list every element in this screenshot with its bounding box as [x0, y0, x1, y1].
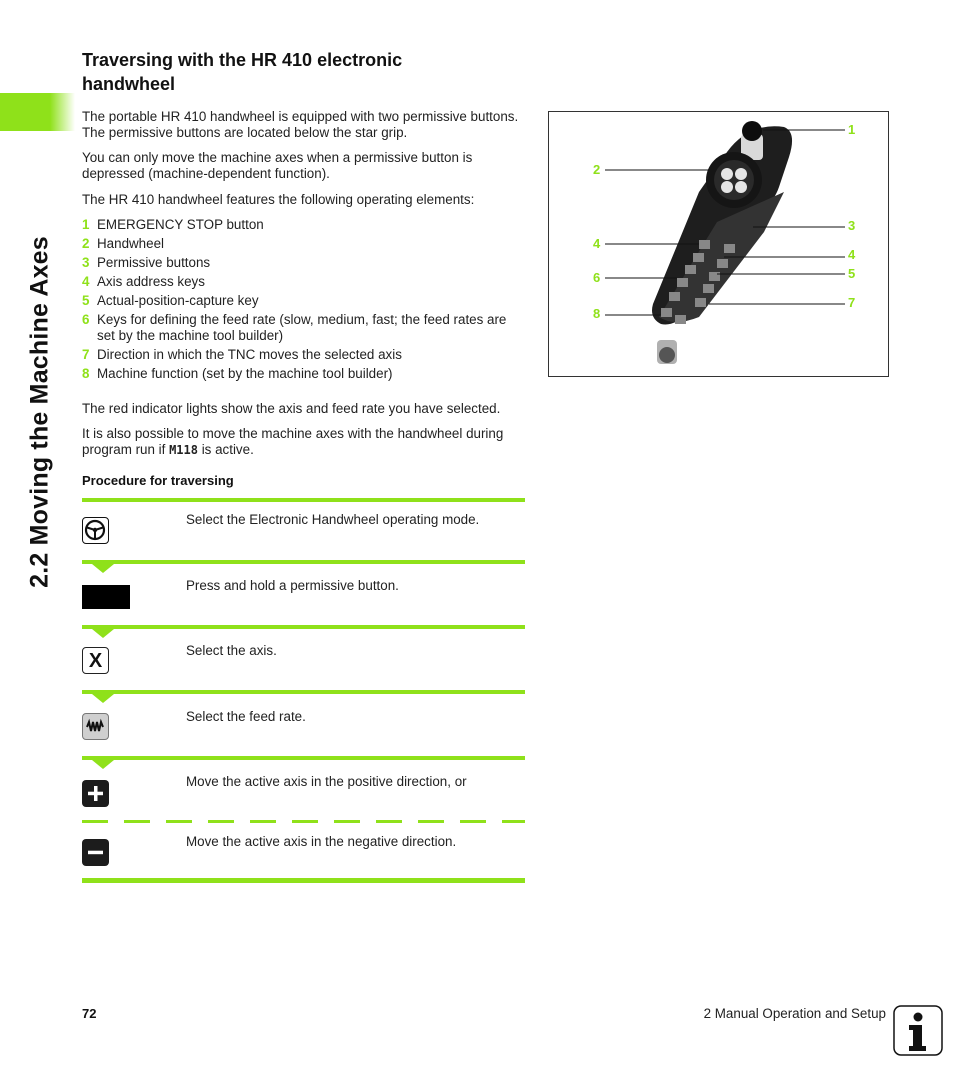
list-item-text: Axis address keys	[97, 274, 205, 289]
list-item	[82, 293, 527, 309]
list-item	[82, 347, 527, 363]
permissive-button-icon	[82, 585, 130, 609]
program-run-note	[82, 426, 527, 458]
procedure-heading: Procedure for traversing	[82, 473, 234, 488]
chapter-title: 2 Manual Operation and Setup	[703, 1006, 886, 1021]
list-item-text: EMERGENCY STOP button	[97, 217, 264, 232]
plus-key	[82, 780, 109, 807]
list-item	[82, 255, 527, 271]
page-number: 72	[82, 1006, 97, 1021]
step-arrow	[92, 629, 114, 638]
callout-4-right: 4	[848, 247, 856, 262]
program-run-note-text: It is also possible to move the machine axes with the handwheel during program run if	[82, 426, 504, 457]
callout-2: 2	[593, 162, 601, 177]
handwheel-mode-icon	[82, 517, 109, 544]
step-arrow	[92, 564, 114, 573]
step-text: Select the Electronic Handwheel operating mode.	[186, 512, 480, 527]
callout-4-left: 4	[593, 236, 601, 251]
minus-key	[82, 839, 109, 866]
callout-7: 7	[848, 295, 856, 310]
step-divider	[82, 690, 525, 694]
page-title: Traversing with the HR 410 electronic handwheel	[82, 50, 403, 94]
list-item	[82, 312, 527, 344]
side-section-label-text: 2.2 Moving the Machine Axes	[25, 236, 54, 588]
list-item-text: Machine function (set by the machine tool builder)	[97, 366, 393, 381]
procedure-end-rule	[82, 878, 525, 883]
axis-x-key-label: X	[88, 649, 103, 672]
axis-x-key	[82, 647, 109, 674]
callout-8: 8	[593, 306, 601, 321]
list-item-number: 4	[82, 274, 90, 289]
list-item-number: 1	[82, 217, 90, 232]
m118-code: M118	[169, 443, 198, 457]
feed-rate-key	[82, 713, 109, 740]
intro-paragraph-3: The HR 410 handwheel features the following operating elements:	[82, 192, 475, 207]
list-item-number: 6	[82, 312, 90, 327]
list-item	[82, 217, 527, 233]
step-text: Move the active axis in the negative direction.	[186, 834, 457, 849]
list-item-number: 3	[82, 255, 90, 270]
list-item-number: 5	[82, 293, 90, 308]
step-dashed-divider	[82, 820, 525, 823]
callout-1: 1	[848, 122, 856, 137]
list-item-number: 2	[82, 236, 90, 251]
step-text: Select the axis.	[186, 643, 277, 658]
indicator-note: The red indicator lights show the axis and feed rate you have selected.	[82, 401, 501, 416]
list-item-text: Keys for defining the feed rate (slow, medium, fast; the feed rates are set by the machine tool builder)	[97, 312, 507, 343]
step-divider	[82, 756, 525, 760]
step-divider	[82, 560, 525, 564]
list-item-text: Actual-position-capture key	[97, 293, 259, 308]
callout-6: 6	[593, 270, 601, 285]
intro-paragraph-1: The portable HR 410 handwheel is equipped with two permissive buttons. The permissive buttons are located below the star grip.	[82, 109, 519, 140]
callout-5: 5	[848, 266, 856, 281]
operating-elements-list	[82, 217, 527, 385]
callout-3: 3	[848, 218, 856, 233]
step-arrow	[92, 760, 114, 769]
step-text: Press and hold a permissive button.	[186, 578, 399, 593]
step-arrow	[92, 694, 114, 703]
program-run-note-end: is active.	[197, 442, 254, 457]
list-item-number: 8	[82, 366, 90, 381]
info-icon	[893, 1005, 943, 1056]
list-item-text: Direction in which the TNC moves the selected axis	[97, 347, 402, 362]
list-item	[82, 236, 527, 252]
step-divider	[82, 625, 525, 629]
list-item	[82, 274, 527, 290]
list-item	[82, 366, 527, 382]
list-item-text: Handwheel	[97, 236, 164, 251]
side-tab-fade	[50, 93, 75, 131]
step-text: Select the feed rate.	[186, 709, 306, 724]
intro-paragraph-2: You can only move the machine axes when a permissive button is depressed (machine-dependent function).	[82, 150, 473, 181]
list-item-number: 7	[82, 347, 90, 362]
step-text: Move the active axis in the positive direction, or	[186, 774, 467, 789]
handwheel-figure	[548, 111, 889, 377]
list-item-text: Permissive buttons	[97, 255, 211, 270]
step-divider	[82, 498, 525, 502]
